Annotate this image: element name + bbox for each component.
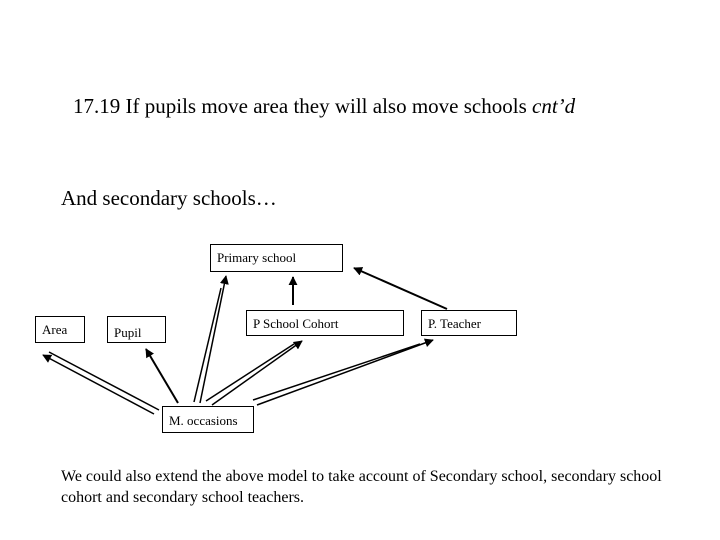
edge-mocc-to-primary — [194, 276, 226, 403]
node-p-school-cohort: P School Cohort — [246, 310, 404, 336]
node-p-teacher: P. Teacher — [421, 310, 517, 336]
edge-mocc-to-pupil — [146, 349, 178, 403]
node-pupil — [107, 316, 166, 343]
node-m-occasions: M. occasions — [162, 406, 254, 433]
slide-title-suffix: cnt’d — [532, 94, 576, 118]
slide-footnote: We could also extend the above model to take account of Secondary school, secondary school cohort and secondary school teachers. — [61, 468, 662, 506]
node-pupil-label: Pupil — [114, 325, 142, 340]
node-area: Area — [35, 316, 85, 343]
edge-teacher-to-primary — [354, 268, 447, 309]
node-primary-school: Primary school — [210, 244, 343, 272]
slide-subtitle: And secondary schools… — [61, 186, 277, 210]
edge-mocc-to-teacher — [253, 340, 433, 405]
edge-mocc-to-cohort — [206, 341, 302, 405]
edge-mocc-to-area — [43, 352, 159, 414]
slide-title-main: 17.19 If pupils move area they will also move schools — [73, 94, 532, 118]
